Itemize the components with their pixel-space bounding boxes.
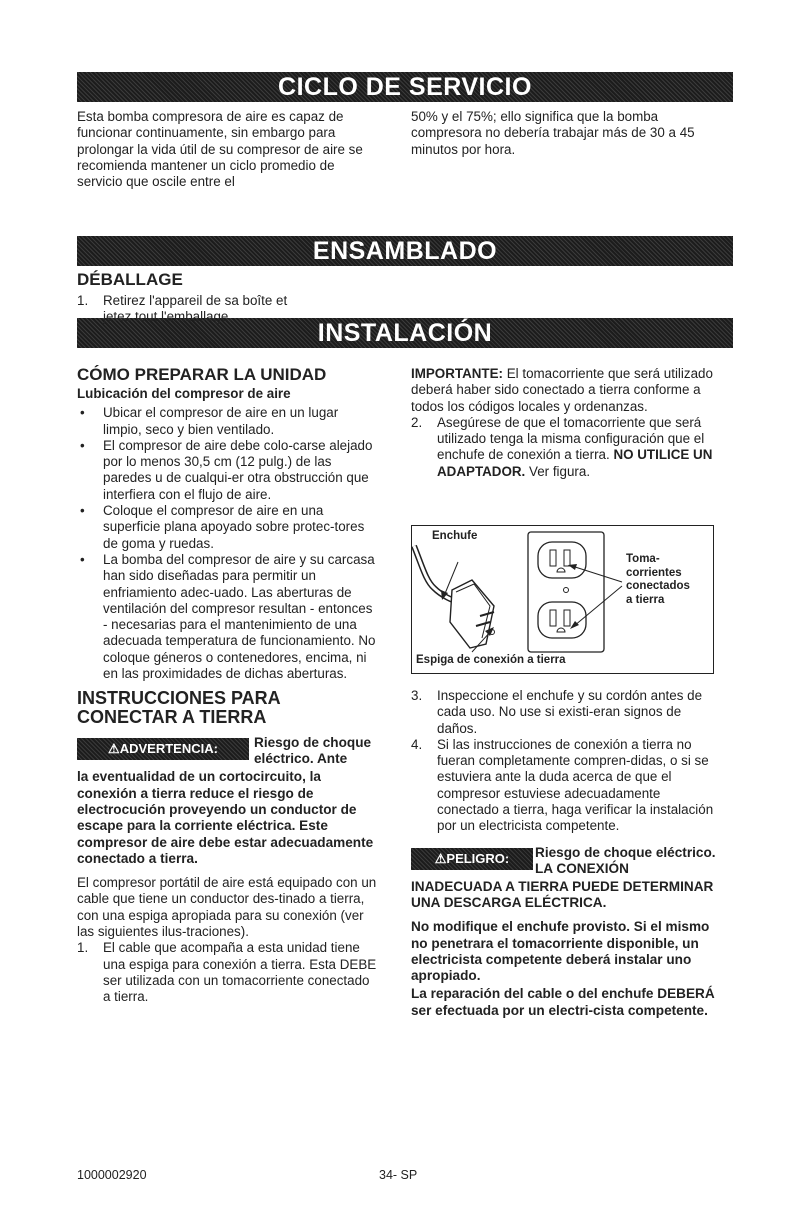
bullet-item: • Coloque el compresor de aire en una superficie plana apoyado sobre protec-tores de goma y ruedas. <box>77 503 377 552</box>
bullet-item: • El compresor de aire debe colo-carse alejado por lo menos 30,5 cm (12 pulg.) de las paredes u de cualqui-er otra obstrucción que interfiera con el flujo de aire. <box>77 438 377 503</box>
item-number: 2. <box>411 414 423 430</box>
fig-label-line: corrientes <box>626 566 682 579</box>
item-bold-text: NO UTILICE UN ADAPTADOR. <box>437 447 713 479</box>
item-text: Si las instrucciones de conexión a tierra no fueran completamente compren-didas, o si se estuviera ante la duda acerca de que el compresor estuviese adecuadamente conectado a tierra, haga verificar la instalación por un electricista competente. <box>437 736 714 834</box>
deballage-item-number: 1. <box>77 293 89 308</box>
right-column-lower <box>411 688 723 1019</box>
fig-label-line: Toma- <box>626 553 660 565</box>
tierra-item-1 <box>77 940 377 1005</box>
tierra-item-4 <box>411 737 723 835</box>
danger-block <box>411 845 723 879</box>
item-tail-text: Ver figura. <box>529 463 591 479</box>
importante-paragraph <box>411 366 723 415</box>
ciclo-right-text <box>411 109 723 158</box>
right-column <box>411 366 723 480</box>
deballage-item <box>77 293 297 326</box>
fig-label-enchufe: Enchufe <box>432 530 478 542</box>
warning-body: la eventualidad de un cortocircuito, la conexión a tierra reduce el riesgo de electrocución proveyendo un conductor de escape para la corriente eléctrica. Este compresor de aire debe estar adecuadamente conectado a tierra. <box>77 769 374 866</box>
section-banner-ensamblado: ENSAMBLADO <box>77 236 733 266</box>
warning-badge: ⚠ADVERTENCIA: <box>77 738 249 760</box>
danger-head: Riesgo de choque eléctrico. LA CONEXIÓN <box>535 844 716 876</box>
warning-block <box>77 735 377 769</box>
importante-label: IMPORTANTE: <box>411 366 503 381</box>
ciclo-left-paragraph: Esta bomba compresora de aire es capaz de funcionar continuamente, sin embargo para prolongar la vida útil de su compresor de aire se recomienda mantener un ciclo promedio de servicio que oscile entre el <box>77 109 363 190</box>
deballage-block <box>77 271 297 326</box>
plug-figure <box>411 525 714 674</box>
warning-bold-paragraph-1: No modifique el enchufe provisto. Si el mismo no penetrara el tomacorriente disponible, un electricista competente deberá instalar uno apropiado. <box>411 919 710 984</box>
fig-label-tomacorrientes <box>626 553 690 607</box>
item-text: Inspeccione el enchufe y su cordón antes de cada uso. No use si existi-eran signos de daños. <box>437 688 703 736</box>
ciclo-left-text <box>77 109 377 190</box>
item-text: Asegúrese de que el tomacorriente que será utilizado tenga la misma configuración que el enchufe de conexión a tierra. <box>437 414 705 463</box>
footer-page-number: 34- SP <box>379 1168 418 1182</box>
preparar-title: CÓMO PREPARAR LA UNIDAD <box>77 365 327 384</box>
tierra-title-line1: INSTRUCCIONES PARA <box>77 688 281 709</box>
warning-head: Riesgo de choque eléctrico. Ante <box>254 735 372 767</box>
warning-bold-paragraph-2: La reparación del cable o del enchufe DEBERÁ ser efectuada por un electri-cista competente. <box>411 986 715 1018</box>
danger-badge: ⚠PELIGRO: <box>411 848 533 870</box>
tierra-paragraph: El compresor portátil de aire está equipado con un cable que tiene un conductor des-tinado a tierra, con una espiga apropiada para su conexión (ver las siguientes ilus-traciones). <box>77 875 377 940</box>
deballage-title: DÉBALLAGE <box>77 270 183 289</box>
fig-label-line: a tierra <box>626 593 665 606</box>
danger-body: INADECUADA A TIERRA PUEDE DETERMINAR UNA DESCARGA ELÉCTRICA. <box>411 878 714 910</box>
fig-label-espiga: Espiga de conexión a tierra <box>416 654 566 666</box>
ubicacion-subtitle: Lubicación del compresor de aire <box>77 386 291 401</box>
deballage-item-text: Retirez l'appareil de sa boîte et jetez tout l'emballage. <box>103 293 288 325</box>
importante-text: El tomacorriente que será utilizado deberá haber sido conectado a tierra conforme a todos los códigos locales y ordenanzas. <box>411 366 713 414</box>
item-text: El cable que acompaña a esta unidad tiene una espiga para conexión a tierra. Esta DEBE ser utilizada con un tomacorriente conectado a tierra. <box>103 940 377 1005</box>
item-number: 1. <box>77 940 89 956</box>
bullet-item: • La bomba del compresor de aire y su carcasa han sido diseñadas para permitir un enfriamiento adec-uado. Las aberturas de ventilación del compresor resultan - entonces - necesarias para el mantenimiento de una adecuada temperatura de funcionamiento. No coloque géneros o contenedores, encima, ni en las proximidades de dichas aberturas. <box>77 552 377 682</box>
tierra-item-2 <box>411 415 723 480</box>
bullet-item: • Ubicar el compresor de aire en un lugar limpio, seco y bien ventilado. <box>77 405 377 438</box>
ciclo-right-paragraph: 50% y el 75%; ello significa que la bomba compresora no debería trabajar más de 30 a 45 minutos por hora. <box>411 109 695 157</box>
item-number: 4. <box>411 736 423 752</box>
footer-code: 1000002920 <box>77 1168 147 1182</box>
tierra-item-3 <box>411 688 723 737</box>
section-banner-instalacion: INSTALACIÓN <box>77 318 733 348</box>
section-banner-ciclo: CICLO DE SERVICIO <box>77 72 733 102</box>
tierra-title-line2: CONECTAR A TIERRA <box>77 707 267 728</box>
item-number: 3. <box>411 688 423 703</box>
fig-label-line: conectados <box>626 580 690 592</box>
left-column <box>77 366 377 1006</box>
